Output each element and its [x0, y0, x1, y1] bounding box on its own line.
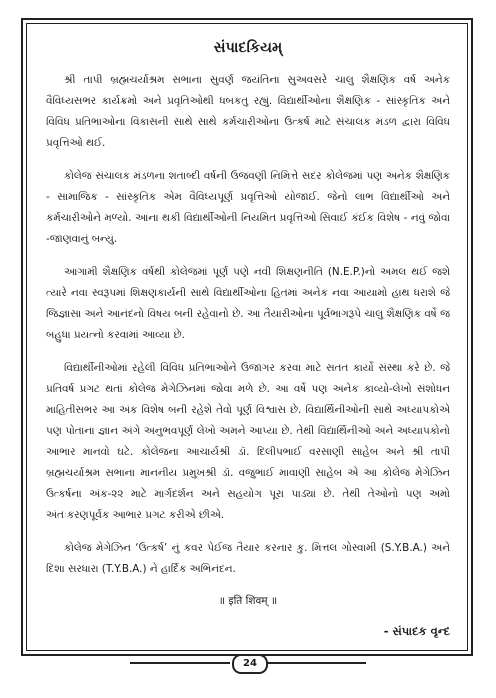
paragraph-2: કોલેજ સંચાલક મંડળના શતાબ્દી વર્ષની ઉજવણી નિમિત્તે સદર કોલેજમાં પણ અનેક શૈક્ષણિક - સામાજિક - સાંસ્કૃતિક એમ વૈવિધ્યપૂર્ણ પ્રવૃત્તિઓ યોજાઈ. જેનો લાભ વિદ્યાર્થીઓ અને કર્મચારીઓને મળ્યો. આના થકી વિદ્યાર્થીઓની નિયમિત પ્રવૃત્તિઓ સિવાઈ કંઈક વિશેષ - નવું જોવા -જાણવાનું બન્યું.	[46, 170, 450, 245]
page-footer	[0, 654, 496, 672]
paragraph-1: શ્રી તાપી બ્રહ્મચર્યાશ્રમ સભાના સુવર્ણ જયંતિના સુઅવસરે ચાલુ શૈક્ષણિક વર્ષ અનેક વૈવિધ્યસભર કાર્યક્રમો અને પ્રવૃતિઓથી ધબકતુ રહ્યું. વિદ્યાર્થીઓના શૈક્ષણિક - સાંસ્કૃતિક અને વિવિધ પ્રતિભાઓના વિકાસની સાથે સાથે કર્મચારીઓના ઉત્કર્ષ માટે સંચાલક મંડળ દ્વારા વિવિધ પ્રવૃત્તિઓ થઈ.	[46, 74, 450, 149]
signature: - સંપાદક વૃન્દ	[383, 624, 450, 638]
editorial-content	[46, 40, 450, 608]
paragraph-3: આગામી શૈક્ષણિક વર્ષથી કોલેજમાં પૂર્ણ પણે નવી શિક્ષણનીતિ (N.E.P.)નો અમલ થઈ જશે ત્યારે નવા સ્વરૂપમાં શિક્ષણકાર્યની સાથે વિદ્યાર્થીઓના હિતમાં અનેક નવા આયામો હાથ ધરાશે જે જિજ્ઞાસા અને આનંદનો વિષય બની રહેવાનો છે. આ તૈયારીઓના પૂર્વભાગરૂપે ચાલુ શૈક્ષણિક વર્ષે જ બહુધા પ્રયત્નો કરવામાં આવ્યા છે.	[46, 266, 450, 341]
page-number: 24	[232, 654, 268, 674]
footer-rule-left	[130, 662, 230, 664]
closing-line: ॥ इति शिवम् ॥	[218, 595, 278, 607]
paragraph-5: કોલેજ મેગેઝિન ‘ઉત્કર્ષ’ નું કવર પેઈજ તૈયાર કરનાર કુ. મિત્તલ ગોસ્વામી (S.Y.B.A.) અને દિશા સરધારા (T.Y.B.A.) ને હાર્દિક અભિનંદન.	[46, 542, 450, 575]
page-title: સંપાદકિયમ્	[213, 40, 283, 56]
paragraph-4: વિદ્યાર્થીનીઓમાં રહેલી વિવિધ પ્રતિભાઓને ઉજાગર કરવા માટે સતત કાર્યો સંસ્થા કરે છે. જે પ્રતિવર્ષ પ્રગટ થતાં કોલેજ મેગેઝિનમાં જોવા મળે છે. આ વર્ષે પણ અનેક કાવ્યો-લેખો સંશોધન માહિતીસભર આ અંક વિશેષ બની રહેશે તેવો પૂર્ણ વિશ્વાસ છે. વિદ્યાર્થિનીઓની સાથે અધ્યાપકોએ પણ પોતાના જ્ઞાન અંગે અનુભવપૂર્ણ લેખો અમને આપ્યા છે. તેથી વિદ્યાર્થિનીઓ અને અધ્યાપકોનો આભાર માનવો ઘટે. કોલેજના આચાર્યશ્રી ડૉ. દિલીપભાઈ વરસાણી સાહેબ અને શ્રી તાપી બ્રહ્મચર્યાશ્રમ સભાના માનનીય પ્રમુખશ્રી ડૉ. વજુભાઈ માવાણી સાહેબ એ આ કોલેજ મેગેઝિન ઉત્કર્ષના અંક-૨૨ માટે માર્ગદર્શન અને સહયોગ પૂરા પાડ્યાં છે. તેથી તેઓનો પણ અમો અંતઃકરણપૂર્વક આભાર પ્રગટ કરીએ છીએ.	[46, 362, 450, 521]
footer-rule-right	[266, 662, 366, 664]
